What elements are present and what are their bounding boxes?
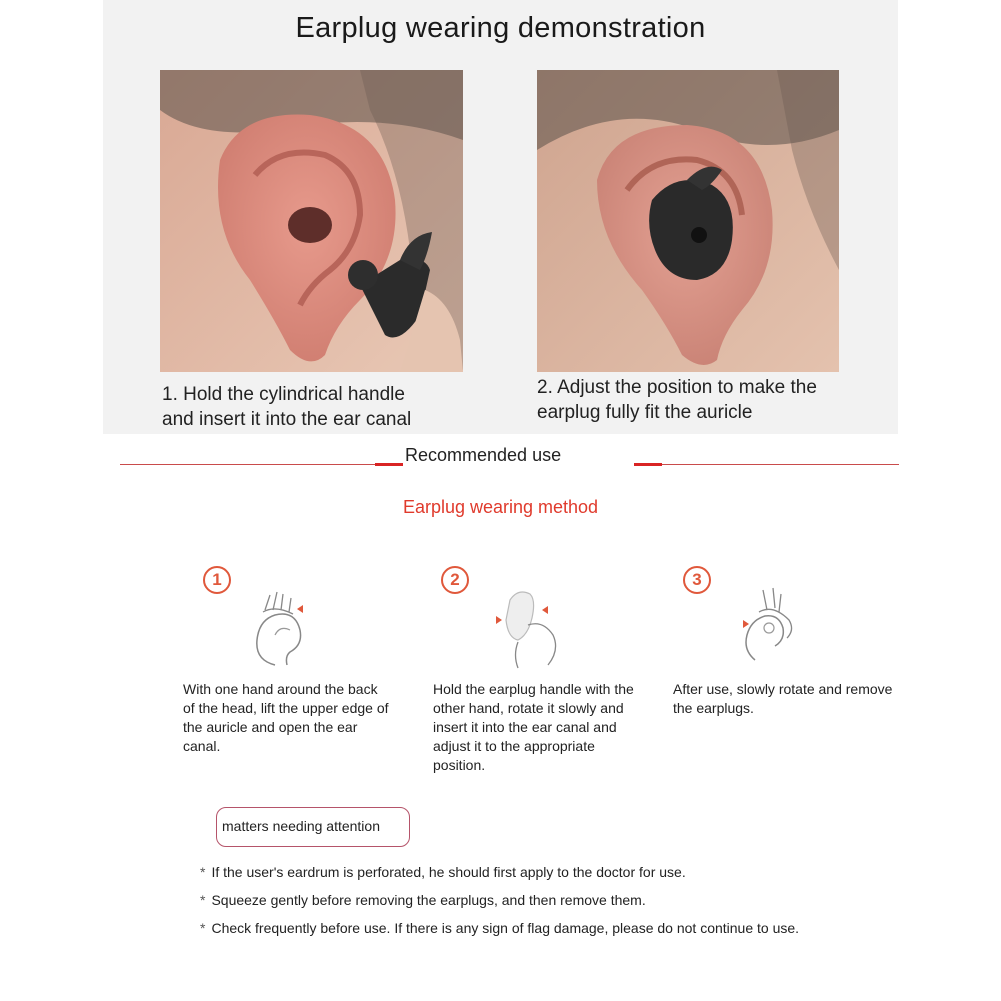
caption-step-2-line-2: earplug fully fit the auricle [537,402,753,423]
note-marker: * [200,892,206,908]
note-text-2: Squeeze gently before removing the earplugs, and then remove them. [211,892,646,908]
divider-mark-right [634,463,662,466]
caption-step-1-line-2: and insert it into the ear canal [162,409,412,430]
method-title: Earplug wearing method [402,497,599,517]
note-item-2 [200,892,646,908]
note-marker: * [200,864,206,880]
earplug-insert-icon [488,580,568,670]
note-marker: * [200,920,206,936]
note-item-3 [200,920,799,936]
ear-lift-icon [245,580,325,670]
step-2-number-badge: 2 [441,566,469,594]
step-3-number-badge: 3 [683,566,711,594]
caption-step-1-line-1: 1. Hold the cylindrical handle [162,384,405,405]
page-title: Earplug wearing demonstration [295,12,706,44]
divider-mark-left [375,463,403,466]
divider-left [120,464,403,465]
ear-fitted-photo [537,70,839,372]
ear-fitted-illustration [537,70,839,372]
note-text-1: If the user's eardrum is perforated, he should first apply to the doctor for use. [211,864,686,880]
step-3-text: After use, slowly rotate and remove the earplugs. [673,681,893,716]
ear-insert-photo [160,70,463,372]
caption-step-2 [537,375,817,425]
recommended-use-heading: Recommended use [405,445,562,465]
earplug-remove-icon [733,580,813,670]
step-2-text: Hold the earplug handle with the other hand, rotate it slowly and insert it into the ear canal and adjust it to the appropriate position. [433,681,634,773]
caption-step-2-line-1: 2. Adjust the position to make the [537,377,817,398]
step-1-text: With one hand around the back of the head, lift the upper edge of the auricle and open the ear canal. [183,681,389,754]
note-text-3: Check frequently before use. If there is any sign of flag damage, please do not continue to use. [211,920,800,936]
caption-step-1 [162,382,411,432]
note-item-1 [200,864,686,880]
ear-insert-illustration [160,70,463,372]
divider-right [634,464,899,465]
attention-label: matters needing attention [222,818,380,834]
step-1-number-badge: 1 [203,566,231,594]
